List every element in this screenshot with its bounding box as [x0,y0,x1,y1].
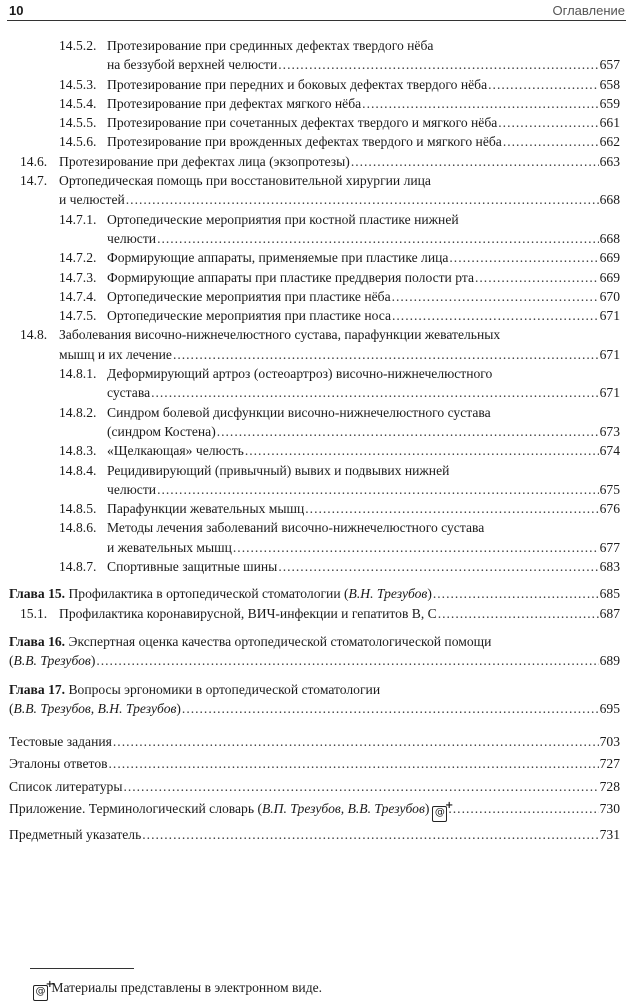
toc-entry-title: Формирующие аппараты, применяемые при пластике лица [107,250,449,266]
electronic-material-icon: @ + [432,806,447,822]
toc-page-number: 703 [599,734,620,750]
toc-page-number: 659 [599,95,620,111]
leader-dots [157,480,599,499]
toc-page-number: 730 [599,800,620,816]
chapter-author: В.В. Трезубов [13,653,91,669]
toc-entry-number: 14.7.5. [59,308,97,324]
toc-entry-title: Список литературы [9,778,123,794]
toc-entry[interactable] [20,604,620,623]
tests-entry[interactable] [9,732,620,751]
toc-entry-number: 14.8.4. [59,462,97,478]
toc-entry-number: 14.5.5. [59,115,97,131]
toc-entry-title: челюсти [107,230,157,246]
toc-entry[interactable] [59,441,620,460]
leader-dots [151,383,599,402]
leader-dots [123,777,598,796]
chapter-title: Профилактика в ортопедической стоматологии ( [68,586,349,602]
toc-entry[interactable] [59,210,620,249]
chapter-16-entry[interactable]: Глава 16. Экспертная оценка качества ортопедической стоматологической помощи (В.В. Трезубов) ..... 689 [9,632,620,671]
toc-entry-title: Рецидивирующий (привычный) вывих и подвывих нижней [107,462,450,478]
toc-entry-title: Формирующие аппараты при пластике преддверия полости рта [107,269,474,285]
leader-dots [433,584,599,603]
toc-page-number: 674 [599,443,620,459]
toc-entry[interactable] [59,287,620,306]
toc-page-number: 670 [599,288,620,304]
toc-page-number: 728 [599,778,620,794]
toc-entry-number: 14.8.6. [59,520,97,536]
toc-entry[interactable] [59,248,620,267]
toc-entry-title: Тестовые задания [9,734,112,750]
toc-entry-title: Эталоны ответов [9,756,108,772]
toc-entry-number: 14.8.3. [59,443,97,459]
toc-entry[interactable] [59,268,620,287]
toc-entry[interactable] [59,306,620,325]
toc-page-number: 668 [599,192,620,208]
toc-page-number: 668 [599,230,620,246]
toc-entry-number: 14.5.6. [59,134,97,150]
toc-page-number: 671 [599,385,620,401]
leader-dots [113,732,599,751]
chapter-label: Глава 17. [9,681,66,697]
leader-dots [448,799,598,818]
leader-dots [278,557,598,576]
toc-entry-title: Предметный указатель [9,826,142,842]
toc-page-number: 687 [599,605,620,621]
toc-entry-title: Заболевания височно-нижнечелюстного сустава, парафункции жевательных [59,327,501,343]
appendix-entry[interactable] [9,799,620,822]
toc-entry-number: 14.6. [20,153,48,169]
chapter-15-entry[interactable]: Глава 15. Профилактика в ортопедической стоматологии (В.Н. Трезубов) ..... 685 [9,584,620,603]
leader-dots [126,190,599,209]
toc-page-number: 671 [599,308,620,324]
toc-entry-title: на беззубой верхней челюсти [107,57,278,73]
footnote-text: Материалы представлены в электронном виде. [51,980,323,995]
toc-entry[interactable] [59,364,620,403]
toc-page-number: 677 [599,539,620,555]
toc-entry-title: и жевательных мышц [107,539,232,555]
leader-dots [351,152,599,171]
leader-dots [449,248,598,267]
header-rule [7,20,626,21]
toc-entry[interactable] [59,94,620,113]
toc-entry-title: челюсти [107,481,157,497]
chapter-title: Экспертная оценка качества ортопедической стоматологической помощи [68,633,492,649]
chapter-author: В.В. Трезубов, В.Н. Трезубов [13,700,177,716]
leader-dots [498,113,598,132]
toc-entry[interactable] [59,499,620,518]
toc-entry-title: Ортопедические мероприятия при пластике носа [107,308,391,324]
toc-page-number: 671 [599,346,620,362]
toc-page-number: 669 [599,269,620,285]
toc-entry-title: Ортопедическая помощь при восстановительной хирургии лица [59,173,431,189]
leader-dots [233,538,599,557]
toc-page-number: 658 [599,76,620,92]
toc-entry[interactable] [59,403,620,442]
toc-entry-title: Деформирующий артроз (остеоартроз) височно-нижнечелюстного [107,366,493,382]
toc-entry-title: Протезирование при врожденных дефектах твердого и мягкого нёба [107,134,502,150]
leader-dots [503,132,599,151]
toc-entry-number: 14.7. [20,173,48,189]
toc-entry-number: 14.5.4. [59,95,97,111]
toc-entry-number: 14.8.2. [59,404,97,420]
toc-entry[interactable] [59,113,620,132]
chapter-label: Глава 15. [9,586,66,602]
toc-entry[interactable] [20,171,620,210]
answers-entry[interactable] [9,754,620,773]
toc-entry-title: мышц и их лечение [59,346,172,362]
toc-entry[interactable] [59,461,620,500]
toc-page-number: 675 [599,481,620,497]
toc-entry[interactable] [59,557,620,576]
toc-page-number: 657 [599,57,620,73]
toc-entry-title: Протезирование при передних и боковых дефектах твердого нёба [107,76,488,92]
toc-page-number: 695 [599,700,620,716]
page-header [0,0,633,22]
toc-entry-number: 14.5.3. [59,76,97,92]
leader-dots [182,699,599,718]
toc-entry-title: Протезирование при срединных дефектах твердого нёба [107,38,434,53]
toc-entry-title: Спортивные защитные шины [107,559,278,575]
toc-page-number: 731 [599,826,620,842]
toc-page-number: 683 [599,559,620,575]
toc-entry-title: Ортопедические мероприятия при костной пластике нижней [107,211,459,227]
chapter-author: В.П. Трезубов, В.В. Трезубов [261,800,425,816]
chapter-title: Вопросы эргономики в ортопедической стоматологии [68,681,381,697]
toc-entry[interactable] [20,325,620,364]
toc-page-number: 662 [599,134,620,150]
leader-dots [96,651,598,670]
electronic-material-icon: @ + [33,985,48,1001]
toc-page-number: 727 [599,756,620,772]
leader-dots [217,422,599,441]
toc-entry-number: 14.7.3. [59,269,97,285]
toc-entry[interactable] [59,132,620,151]
toc-entry-title: (синдром Костена) [107,423,216,439]
references-entry[interactable] [9,777,620,796]
chapter-author: В.Н. Трезубов [348,586,428,602]
leader-dots [438,604,599,623]
toc-entry-title: Ортопедические мероприятия при пластике нёба [107,288,391,304]
leader-dots [362,94,598,113]
toc-entry-number: 14.7.2. [59,250,97,266]
toc-entry-title: Методы лечения заболеваний височно-нижнечелюстного сустава [107,520,485,536]
leader-dots [488,75,598,94]
toc-page-number: 663 [599,153,620,169]
chapter-17-entry[interactable]: Глава 17. Вопросы эргономики в ортопедической стоматологии (В.В. Трезубов, В.Н. Трезубов) ..... 695 [9,680,620,719]
leader-dots [278,55,598,74]
toc-entry-number: 14.8. [20,327,48,343]
table-of-contents [0,36,633,847]
toc-page-number: 676 [599,501,620,517]
toc-entry[interactable] [59,75,620,94]
toc-entry-number: 14.5.2. [59,38,97,53]
toc-entry-title: Приложение. Терминологический словарь (В.П. Трезубов, В.В. Трезубов) @ + [9,799,447,822]
toc-entry-number: 14.8.1. [59,366,97,382]
toc-entry-number: 14.8.7. [59,559,97,575]
leader-dots [157,229,599,248]
toc-entry-title: Протезирование при дефектах лица (экзопротезы) [59,153,350,169]
toc-entry-title: сустава [107,385,151,401]
toc-entry[interactable] [59,36,620,75]
leader-dots [173,345,599,364]
toc-entry-number: 15.1. [20,605,48,621]
toc-page-number: 685 [599,586,620,602]
leader-dots [392,287,599,306]
chapter-label: Глава 16. [9,633,66,649]
leader-dots [475,268,599,287]
subject-index-entry[interactable] [9,825,620,844]
leader-dots [142,825,598,844]
footnote [30,980,322,1001]
toc-entry-title: Протезирование при дефектах мягкого нёба [107,95,362,111]
toc-entry[interactable] [20,152,620,171]
toc-page-number: 689 [599,653,620,669]
toc-entry-title: «Щелкающая» челюсть [107,443,244,459]
toc-entry-title: и челюстей [59,192,125,208]
toc-entry-number: 14.7.4. [59,288,97,304]
toc-page-number: 661 [599,115,620,131]
running-title: Оглавление [552,3,625,18]
toc-entry[interactable] [59,518,620,557]
toc-page-number: 673 [599,423,620,439]
leader-dots [305,499,598,518]
leader-dots [245,441,599,460]
toc-entry-title: Протезирование при сочетанных дефектах твердого и мягкого нёба [107,115,498,131]
toc-entry-title: Парафункции жевательных мышц [107,501,305,517]
toc-entry-title: Синдром болевой дисфункции височно-нижнечелюстного сустава [107,404,491,420]
toc-entry-number: 14.8.5. [59,501,97,517]
toc-entry-title: Профилактика коронавирусной, ВИЧ-инфекции и гепатитов В, С [59,605,437,621]
leader-dots [109,754,599,773]
toc-entry-number: 14.7.1. [59,211,97,227]
footnote-rule [30,968,134,969]
toc-page-number: 669 [599,250,620,266]
leader-dots [392,306,599,325]
page-number: 10 [9,3,24,18]
